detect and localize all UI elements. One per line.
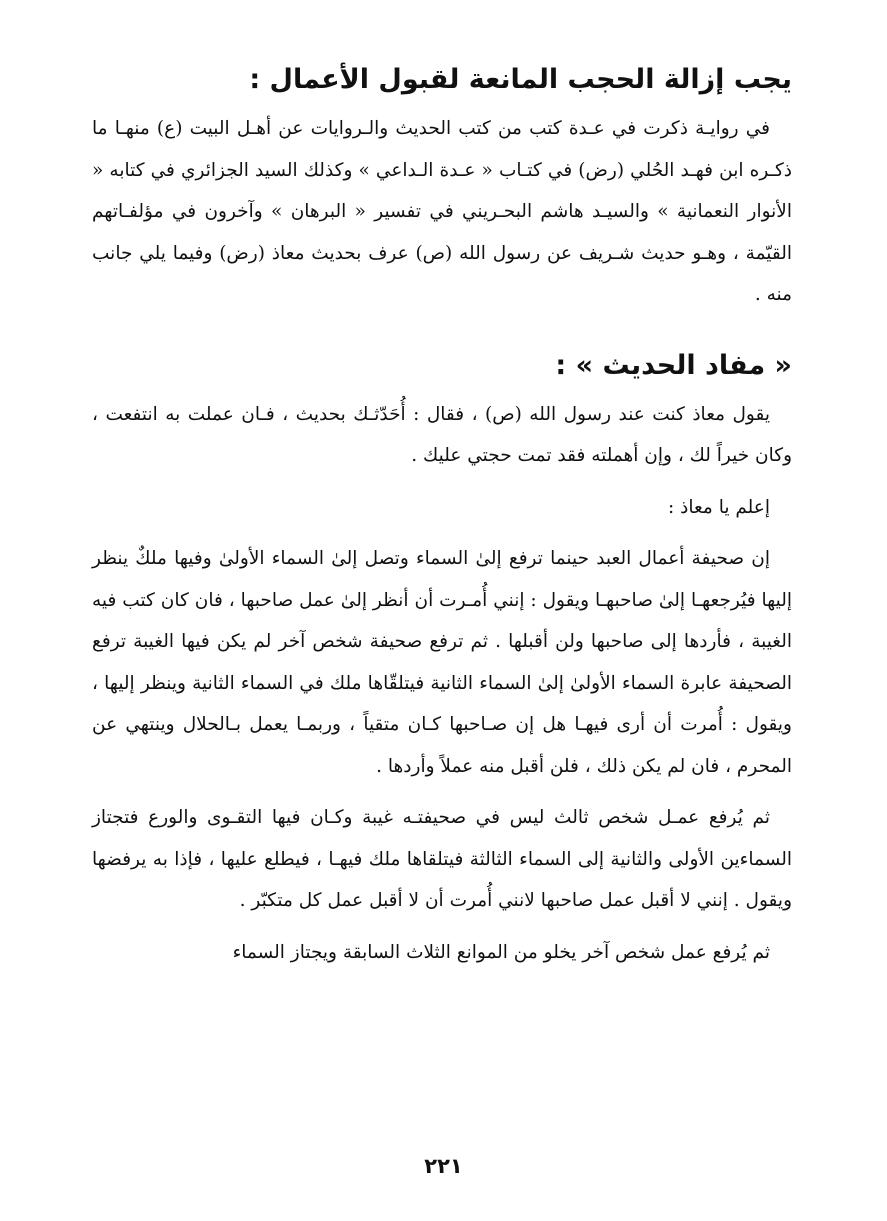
subheading-know-muadh: إعلم يا معاذ : bbox=[668, 496, 770, 518]
section-heading-hadith-meaning: « مفاد الحديث » : bbox=[555, 349, 792, 381]
spacer bbox=[92, 477, 792, 487]
intro-paragraph: في روايـة ذكرت في عـدة كتب من كتب الحديث والـروايات عن أهـل البيت (ع) منهـا ما ذكـره ابن فهـد الحُلي (رض) في كتـاب « عـدة الـداعي » وكذلك السيد الجزائري في كتابه « الأنوار النعمانية » والسيـد هاشم البحـريني في تفسير « البرهان » وآخرون في مؤلفـاتهم القيّمة ، وهـو حديث شـريف عن رسول الله (ص) عرف بحديث معاذ (رض) وفيما يلي جانب منه . bbox=[92, 118, 792, 305]
spacer bbox=[92, 922, 792, 932]
hadith-paragraph-4: ثم يُرفع عمل شخص آخر يخلو من الموانع الثلاث السابقة ويجتاز السماء bbox=[232, 941, 770, 963]
hadith-paragraph-1: يقول معاذ كنت عند رسول الله (ص) ، فقال : أُحَدّثـك بحديث ، فـان عملت به انتفعت ، وكان خيراً لك ، وإن أهملته فقد تمت حجتي عليك . bbox=[92, 403, 792, 466]
hadith-paragraph-3: ثم يُرفع عمـل شخص ثالث ليس في صحيفتـه غيبة وكـان فيها التقـوى والورع فتجتاز السماءين الأولى والثانية إلى السماء الثالثة فيتلقاها ملك فيهـا ، فيطلع عليها ، فإذا به يرفضها ويقول . إنني لا أقبل عمل صاحبها لانني أُمرت أن لا أقبل عمل كل متكبّر . bbox=[92, 807, 792, 911]
spacer bbox=[92, 316, 792, 344]
page-number: ٢٢١ bbox=[424, 1154, 463, 1178]
page-body bbox=[92, 58, 792, 973]
spacer bbox=[92, 787, 792, 797]
spacer bbox=[92, 528, 792, 538]
hadith-paragraph-2: إن صحيفة أعمال العبد حينما ترفع إلىٰ السماء وتصل إلىٰ السماء الأولىٰ وفيها ملكٌ ينظر إليها فيُرجعهـا إلىٰ صاحبهـا ويقول : إنني أُمـرت أن أنظر إلىٰ عمل صاحبها ، فان كان كتب فيه الغيبة ، فأردها إلى صاحبها ولن أقبلها . ثم ترفع صحيفة شخص آخر لم يكن فيها الغيبة ترفع الصحيفة عابرة السماء الأولىٰ إلىٰ السماء الثانية فيتلقّاها ملك في السماء الثانية وينظر إليها ، ويقول : أُمرت أن أرى فيهـا هل إن صـاحبها كـان متقياً ، وربمـا يعمل بـالحلال وينتهي عن المحرم ، فان لم يكن ذلك ، فلن أقبل منه عملاً وأردها . bbox=[92, 548, 792, 777]
section-heading-removing-barriers: يجب إزالة الحجب المانعة لقبول الأعمال : bbox=[249, 64, 792, 95]
